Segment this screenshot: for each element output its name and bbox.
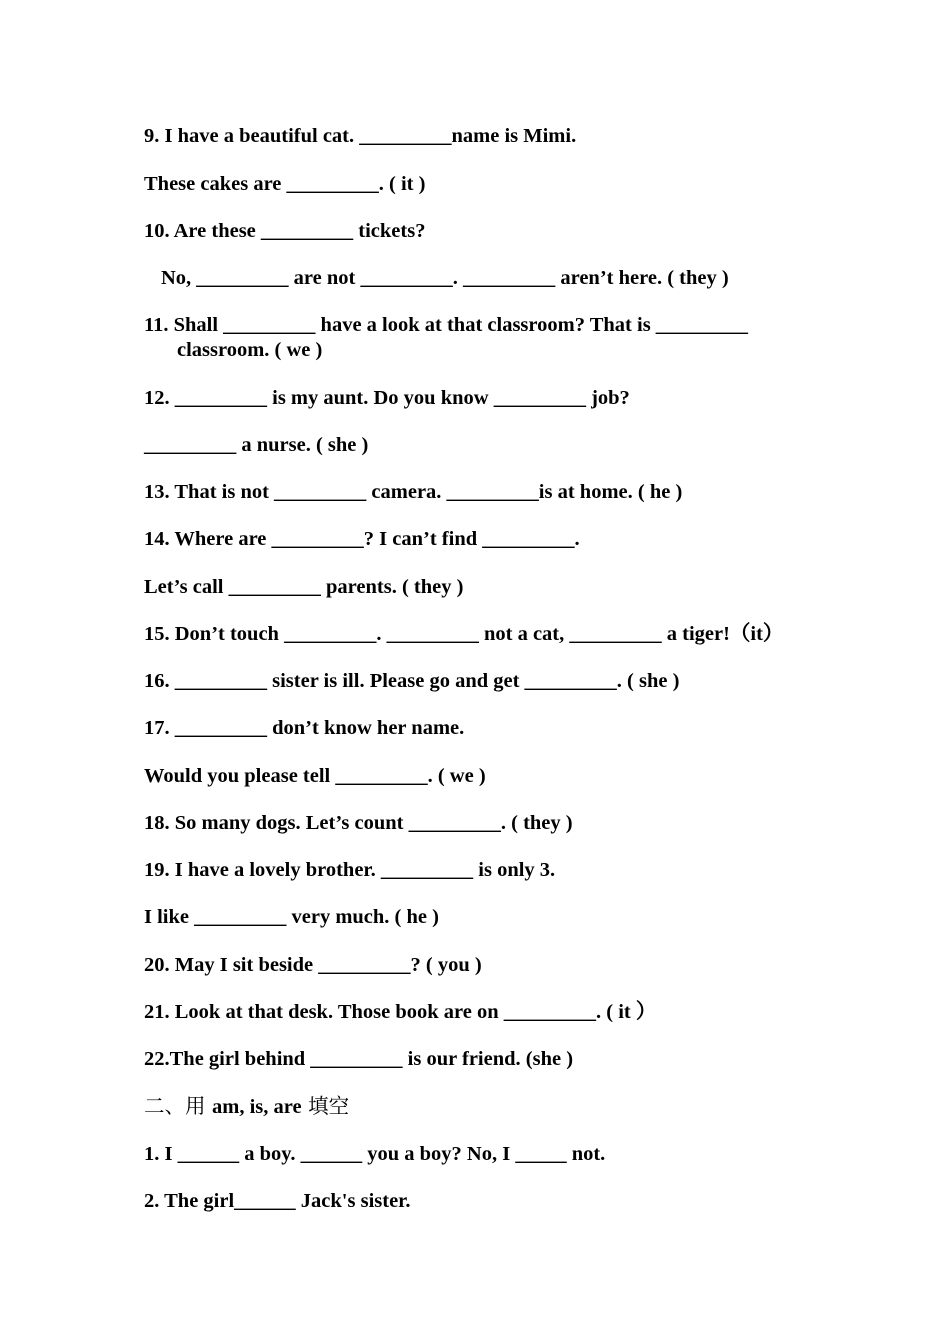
question-9-line-1: 9. I have a beautiful cat. _________name is Mimi. <box>144 125 577 147</box>
section-2-question-1: 1. I ______ a boy. ______ you a boy? No, I _____ not. <box>144 1143 606 1165</box>
question-17-line-1: 17. _________ don’t know her name. <box>144 717 465 739</box>
question-11-line-1: 11. Shall _________ have a look at that classroom? That is _________ <box>144 314 749 336</box>
question-10-line-1: 10. Are these _________ tickets? <box>144 220 426 242</box>
section-2-prefix: 二、用 <box>144 1094 213 1118</box>
question-17-line-2: Would you please tell _________. ( we ) <box>144 765 486 787</box>
question-11-line-2: classroom. ( we ) <box>177 339 323 361</box>
question-12-line-2: _________ a nurse. ( she ) <box>144 434 369 456</box>
question-19-line-1: 19. I have a lovely brother. _________ is only 3. <box>144 859 556 881</box>
question-21: 21. Look at that desk. Those book are on _________. ( it ） <box>144 1001 657 1023</box>
question-16: 16. _________ sister is ill. Please go and get _________. ( she ) <box>144 670 680 692</box>
question-14-line-2: Let’s call _________ parents. ( they ) <box>144 576 464 598</box>
question-10-line-2: No, _________ are not _________. _________ aren’t here. ( they ) <box>161 267 729 289</box>
question-22: 22.The girl behind _________ is our friend. (she ) <box>144 1048 574 1070</box>
question-11 <box>144 313 824 363</box>
question-19-line-2: I like _________ very much. ( he ) <box>144 906 439 928</box>
section-2-words: am, is, are <box>212 1096 302 1118</box>
section-2-question-2: 2. The girl______ Jack's sister. <box>144 1190 411 1212</box>
question-9-line-2: These cakes are _________. ( it ) <box>144 173 426 195</box>
question-13: 13. That is not _________ camera. _________is at home. ( he ) <box>144 481 683 503</box>
question-18: 18. So many dogs. Let’s count _________. ( they ) <box>144 812 573 834</box>
question-14-line-1: 14. Where are _________? I can’t find _________. <box>144 528 580 550</box>
section-2-heading <box>144 1094 890 1120</box>
section-2-suffix: 填空 <box>301 1094 350 1118</box>
question-20: 20. May I sit beside _________? ( you ) <box>144 954 482 976</box>
question-15: 15. Don’t touch _________. _________ not a cat, _________ a tiger!（it） <box>144 623 784 645</box>
question-12-line-1: 12. _________ is my aunt. Do you know _________ job? <box>144 387 630 409</box>
